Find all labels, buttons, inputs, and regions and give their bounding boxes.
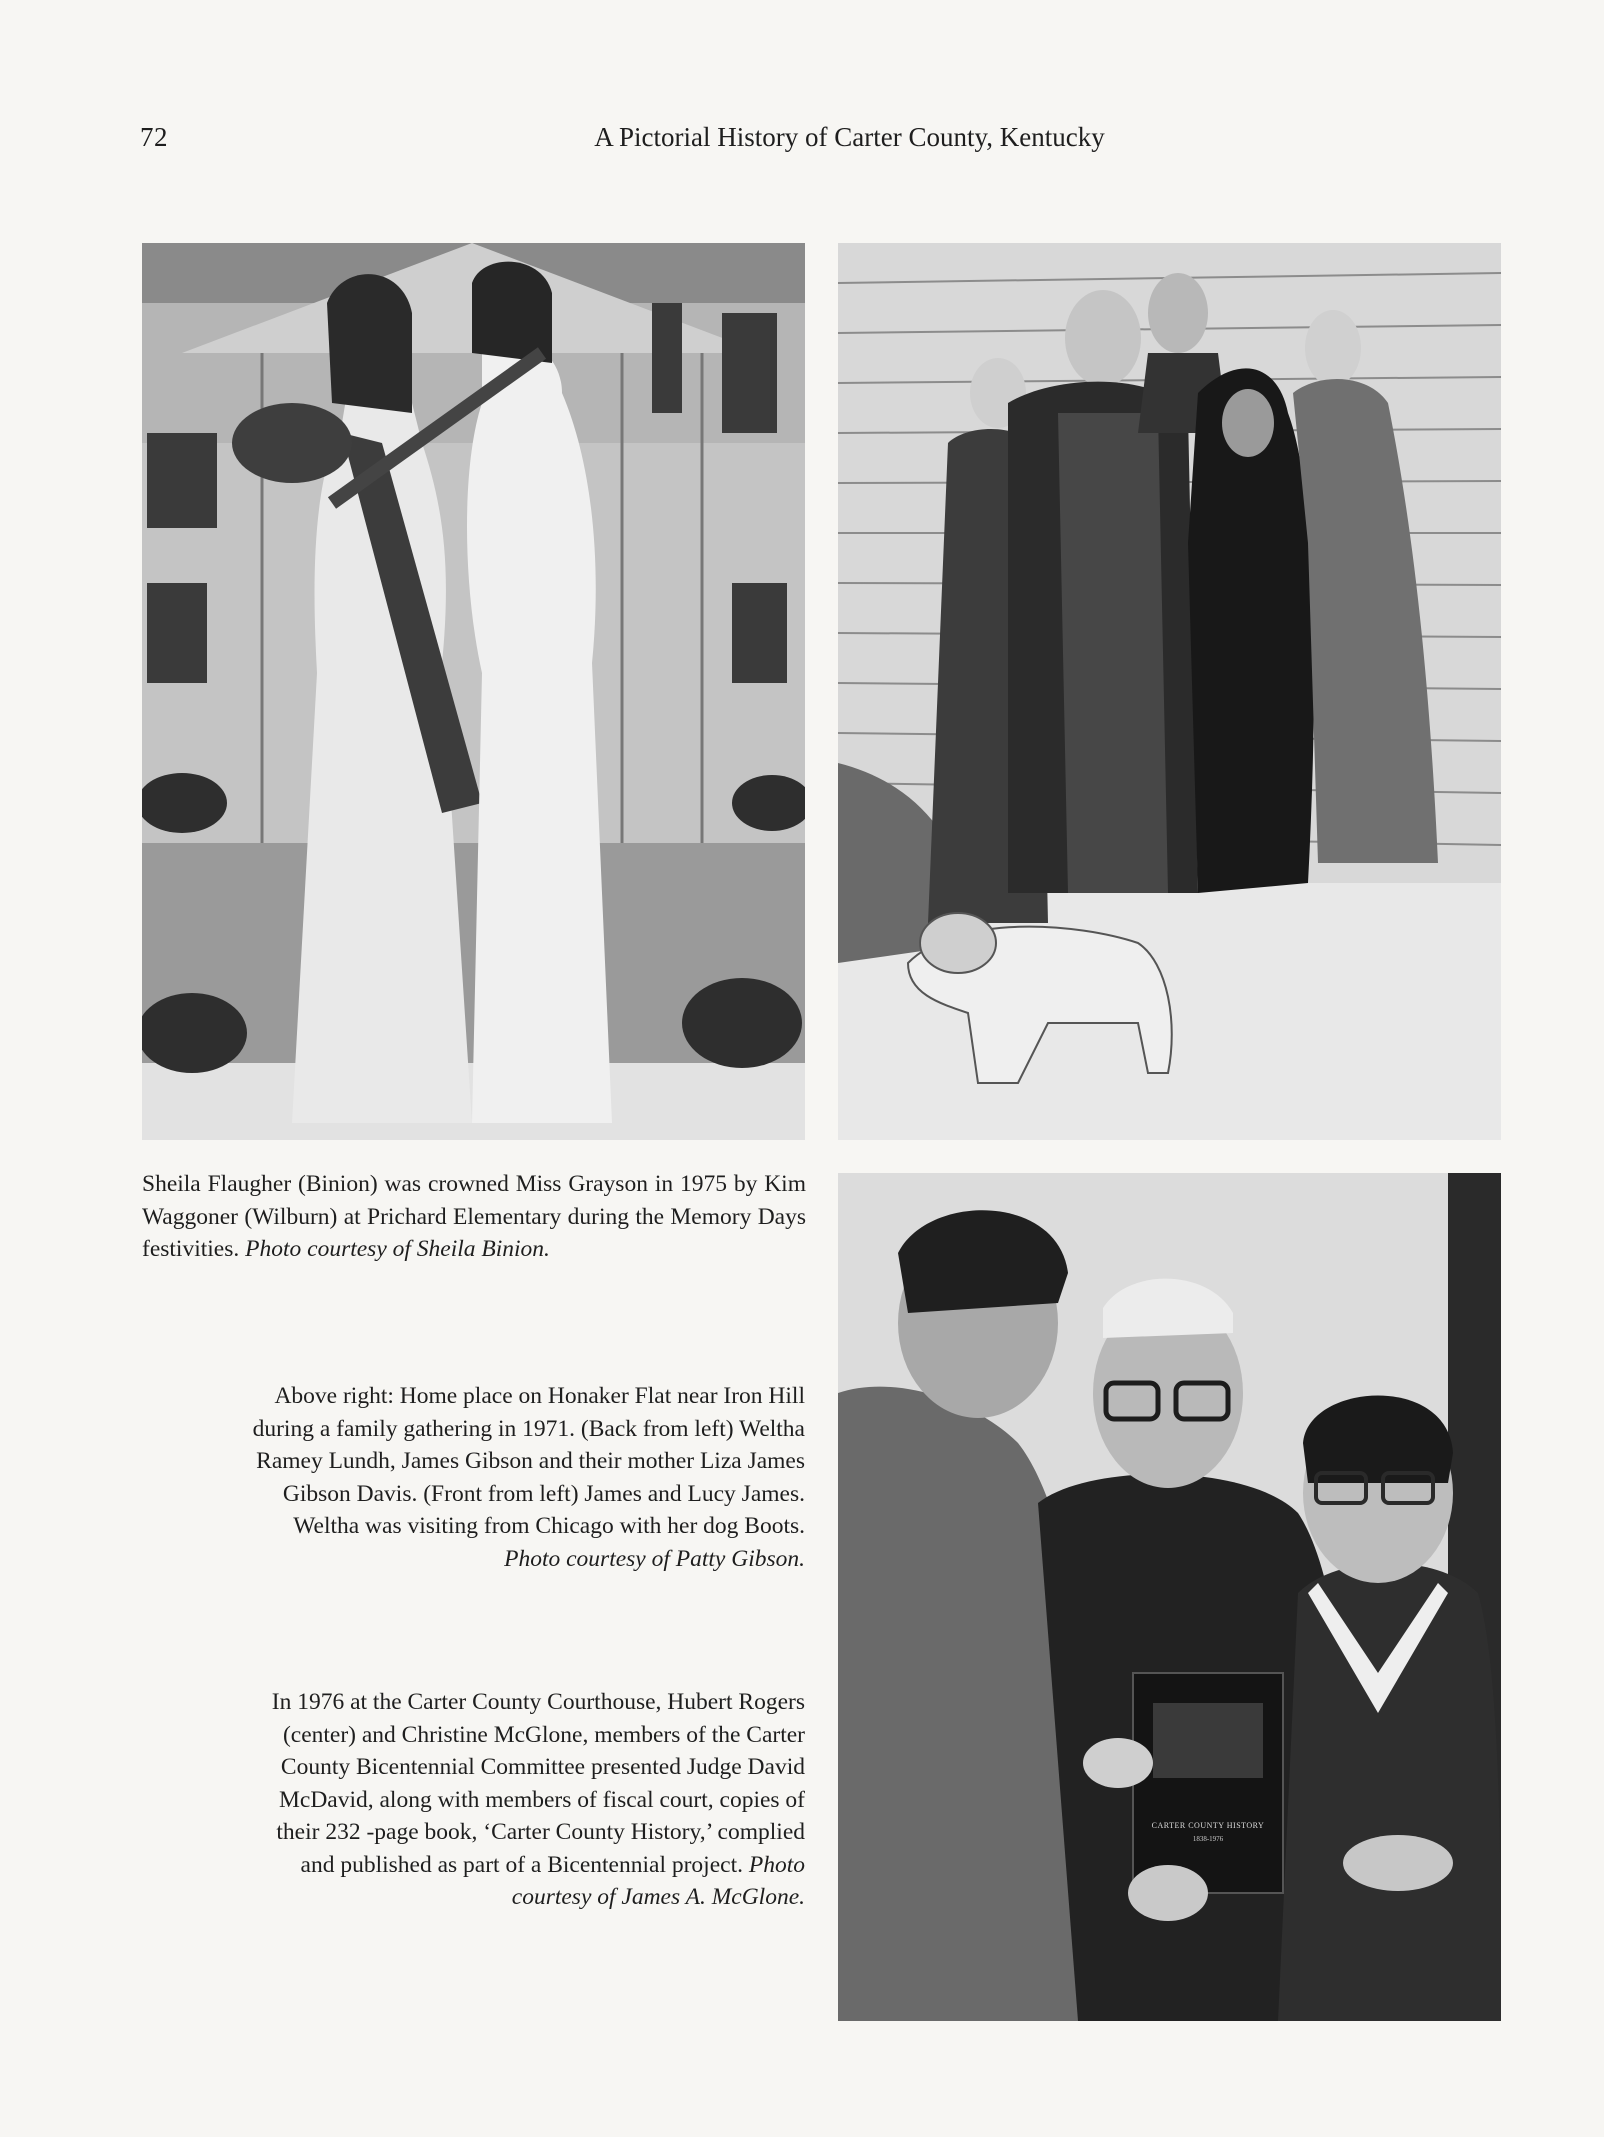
caption-line: their 232 -page book, ‘Carter County History,’ complied: [276, 1819, 805, 1845]
caption-line: County Bicentennial Committee presented Judge David: [280, 1754, 805, 1780]
caption-line: during a family gathering in 1971. (Back from left) Weltha: [252, 1415, 805, 1442]
caption-line: McDavid, along with members of fiscal court, copies of: [279, 1786, 805, 1813]
caption-courthouse: [140, 1686, 805, 1914]
caption-line: In 1976 at the Carter County Courthouse, Hubert Rogers: [271, 1689, 805, 1715]
book-title: CARTER COUNTY HISTORY: [1151, 1821, 1265, 1830]
photo-credit: Photo: [748, 1851, 805, 1878]
caption-text: Sheila Flaugher (Binion) was crowned Miss Grayson in 1975 by Kim Waggoner (Wilburn) at Prichard Elementary during the Memory Days festivities.: [142, 1171, 806, 1262]
caption-honaker-flat: [140, 1380, 805, 1575]
caption-miss-grayson: [142, 1168, 806, 1266]
caption-line: Above right: Home place on Honaker Flat near Iron Hill: [274, 1383, 805, 1409]
page-number: 72: [140, 122, 168, 152]
photo-courthouse-book-presentation: [838, 1173, 1501, 2021]
running-header-title: A Pictorial History of Carter County, Kentucky: [594, 122, 1105, 152]
caption-line: and published as part of a Bicentennial project.: [300, 1851, 749, 1878]
caption-line: Weltha was visiting from Chicago with her dog Boots.: [293, 1513, 805, 1539]
photo-honaker-flat-family: [838, 243, 1501, 1140]
book-years: 1838-1976: [1192, 1835, 1224, 1843]
caption-line: Ramey Lundh, James Gibson and their mother Liza James: [256, 1448, 805, 1474]
photo-credit: Photo courtesy of Sheila Binion.: [245, 1236, 550, 1262]
photo-miss-grayson-crowning: [142, 243, 805, 1140]
photo-credit: Photo courtesy of Patty Gibson.: [504, 1545, 805, 1572]
caption-line: (center) and Christine McGlone, members of the Carter: [282, 1721, 805, 1748]
caption-line: Gibson Davis. (Front from left) James and Lucy James.: [282, 1480, 805, 1507]
photo-credit: courtesy of James A. McGlone.: [511, 1884, 805, 1910]
